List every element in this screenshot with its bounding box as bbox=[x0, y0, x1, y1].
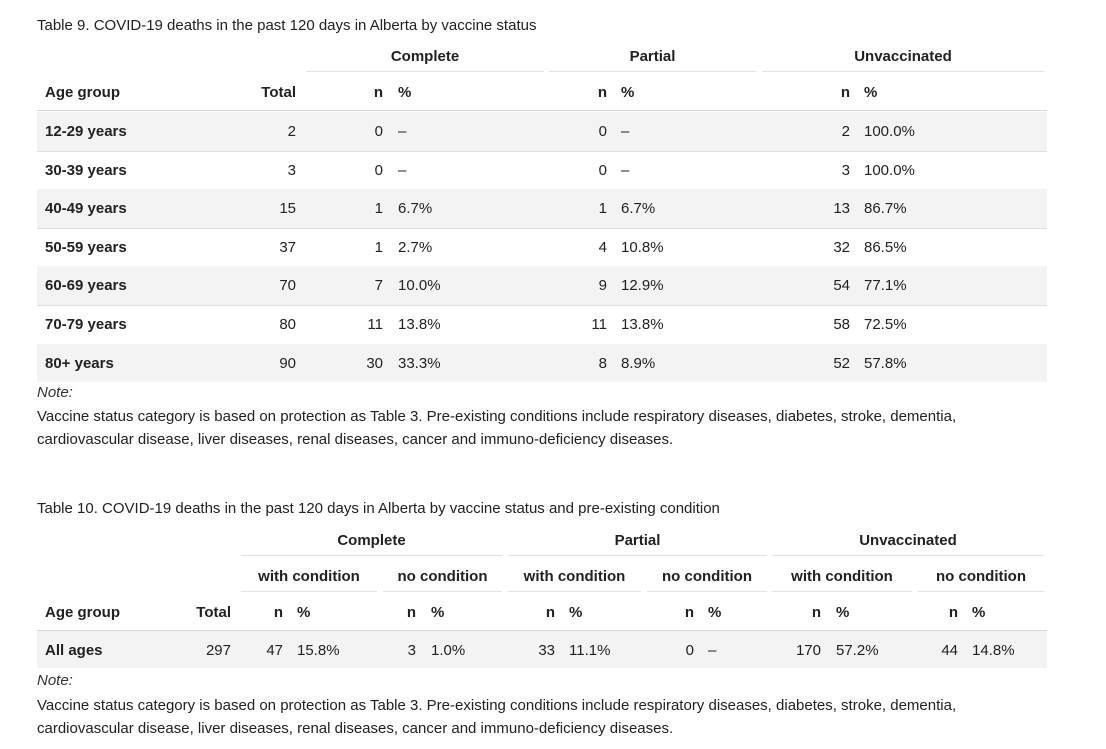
table10-n-cell-4: 170 bbox=[795, 642, 821, 659]
table10-total-cell: 297 bbox=[205, 642, 231, 659]
partial-n-cell: 4 bbox=[598, 239, 607, 256]
complete-pct-cell: – bbox=[398, 123, 407, 140]
total-cell: 37 bbox=[279, 239, 296, 256]
total-cell: 2 bbox=[287, 123, 296, 140]
partial-pct-cell: – bbox=[621, 123, 630, 140]
table10-header-n-4: n bbox=[811, 604, 821, 621]
table-row bbox=[37, 151, 1047, 190]
table10-sub-partial-with: with condition bbox=[508, 568, 641, 592]
total-cell: 70 bbox=[279, 277, 296, 294]
table10-group-complete: Complete bbox=[241, 532, 502, 556]
complete-n-cell: 7 bbox=[374, 277, 383, 294]
table10-sub-unvax-no: no condition bbox=[918, 568, 1044, 592]
table10-n-cell-5: 44 bbox=[941, 642, 958, 659]
table9-header-unvax-pct: % bbox=[864, 84, 878, 101]
table10-note-text: Vaccine status category is based on protection as Table 3. Pre-existing conditions include respiratory diseases, diabetes, stroke, dementia, cardiovascular disease, liver diseases, renal diseases, cancer and immuno-deficiency diseases. bbox=[37, 697, 957, 737]
complete-pct-cell: 6.7% bbox=[398, 200, 433, 217]
age-group-cell: 40-49 years bbox=[45, 200, 127, 217]
age-group-cell: 80+ years bbox=[45, 355, 114, 372]
unvaccinated-n-cell: 58 bbox=[833, 316, 850, 333]
table9-group-complete: Complete bbox=[306, 48, 544, 72]
table-row bbox=[37, 344, 1047, 382]
table-row bbox=[37, 631, 1047, 668]
table9-note-label: Note: bbox=[37, 384, 73, 401]
unvaccinated-pct-cell: 100.0% bbox=[864, 123, 915, 140]
table10-header-pct-2: % bbox=[569, 604, 583, 621]
table-row bbox=[37, 228, 1047, 267]
age-group-cell: 12-29 years bbox=[45, 123, 127, 140]
total-cell: 90 bbox=[279, 355, 296, 372]
table10-pct-cell-2: 11.1% bbox=[569, 642, 611, 659]
table9-header-total: Total bbox=[261, 84, 296, 101]
table10-header-n-0: n bbox=[273, 604, 283, 621]
partial-pct-cell: 10.8% bbox=[621, 239, 664, 256]
complete-pct-cell: 2.7% bbox=[398, 239, 433, 256]
table10-header-pct-0: % bbox=[297, 604, 311, 621]
table10-n-cell-1: 3 bbox=[407, 642, 416, 659]
table9-group-partial: Partial bbox=[549, 48, 756, 72]
table10-sub-complete-no: no condition bbox=[383, 568, 502, 592]
table10-n-cell-2: 33 bbox=[538, 642, 555, 659]
partial-n-cell: 0 bbox=[598, 123, 607, 140]
table10-note-label: Note: bbox=[37, 672, 73, 689]
table9-header-age-group: Age group bbox=[45, 84, 120, 101]
unvaccinated-pct-cell: 100.0% bbox=[864, 162, 915, 179]
table10-age-cell: All ages bbox=[45, 642, 103, 659]
unvaccinated-pct-cell: 57.8% bbox=[864, 355, 907, 372]
table10-n-cell-0: 47 bbox=[266, 642, 283, 659]
partial-pct-cell: 8.9% bbox=[621, 355, 656, 372]
table9-header-unvax-n: n bbox=[840, 84, 850, 101]
table10-pct-cell-1: 1.0% bbox=[431, 642, 466, 659]
table10-header-n-1: n bbox=[406, 604, 416, 621]
complete-pct-cell: 10.0% bbox=[398, 277, 441, 294]
unvaccinated-pct-cell: 86.7% bbox=[864, 200, 907, 217]
table9-header-partial-n: n bbox=[597, 84, 607, 101]
unvaccinated-pct-cell: 72.5% bbox=[864, 316, 907, 333]
unvaccinated-n-cell: 2 bbox=[841, 123, 850, 140]
table10-pct-cell-0: 15.8% bbox=[297, 642, 340, 659]
total-cell: 80 bbox=[279, 316, 296, 333]
age-group-cell: 30-39 years bbox=[45, 162, 127, 179]
table10-sub-unvax-with: with condition bbox=[772, 568, 912, 592]
table10-n-cell-3: 0 bbox=[685, 642, 694, 659]
total-cell: 15 bbox=[279, 200, 296, 217]
table10-sub-complete-with: with condition bbox=[241, 568, 377, 592]
table9-caption: Table 9. COVID-19 deaths in the past 120 days in Alberta by vaccine status bbox=[37, 17, 537, 34]
partial-n-cell: 1 bbox=[598, 200, 607, 217]
unvaccinated-n-cell: 3 bbox=[841, 162, 850, 179]
complete-n-cell: 1 bbox=[374, 239, 383, 256]
age-group-cell: 60-69 years bbox=[45, 277, 127, 294]
table-row bbox=[37, 112, 1047, 152]
complete-n-cell: 11 bbox=[367, 316, 383, 333]
table9-group-unvaccinated: Unvaccinated bbox=[762, 48, 1044, 72]
table10-header-pct-3: % bbox=[708, 604, 722, 621]
partial-pct-cell: – bbox=[621, 162, 630, 179]
unvaccinated-pct-cell: 77.1% bbox=[864, 277, 907, 294]
total-cell: 3 bbox=[287, 162, 296, 179]
table10-pct-cell-5: 14.8% bbox=[972, 642, 1015, 659]
unvaccinated-pct-cell: 86.5% bbox=[864, 239, 907, 256]
table10-header-pct-5: % bbox=[972, 604, 986, 621]
complete-pct-cell: – bbox=[398, 162, 407, 179]
table10-sub-partial-no: no condition bbox=[647, 568, 767, 592]
partial-n-cell: 11 bbox=[591, 316, 607, 333]
partial-n-cell: 8 bbox=[598, 355, 607, 372]
table10-header-age-group: Age group bbox=[45, 604, 120, 621]
table10-pct-cell-4: 57.2% bbox=[836, 642, 879, 659]
table-row bbox=[37, 189, 1047, 229]
age-group-cell: 70-79 years bbox=[45, 316, 127, 333]
complete-n-cell: 0 bbox=[374, 162, 383, 179]
age-group-cell: 50-59 years bbox=[45, 239, 127, 256]
complete-n-cell: 0 bbox=[374, 123, 383, 140]
table10-header-pct-1: % bbox=[431, 604, 445, 621]
table9-header-rule bbox=[37, 110, 1047, 111]
table-row bbox=[37, 266, 1047, 306]
unvaccinated-n-cell: 54 bbox=[833, 277, 850, 294]
unvaccinated-n-cell: 13 bbox=[833, 200, 850, 217]
table-row bbox=[37, 305, 1047, 345]
table10-group-partial: Partial bbox=[508, 532, 767, 556]
table10-group-unvaccinated: Unvaccinated bbox=[772, 532, 1044, 556]
partial-pct-cell: 12.9% bbox=[621, 277, 664, 294]
table9-header-partial-pct: % bbox=[621, 84, 635, 101]
complete-pct-cell: 33.3% bbox=[398, 355, 441, 372]
table10-header-n-3: n bbox=[684, 604, 694, 621]
partial-n-cell: 0 bbox=[598, 162, 607, 179]
table10-header-pct-4: % bbox=[836, 604, 850, 621]
unvaccinated-n-cell: 32 bbox=[833, 239, 850, 256]
unvaccinated-n-cell: 52 bbox=[833, 355, 850, 372]
table10-header-total: Total bbox=[196, 604, 231, 621]
table10-pct-cell-3: – bbox=[708, 642, 717, 659]
table9-header-complete-pct: % bbox=[398, 84, 412, 101]
table9-note-text: Vaccine status category is based on protection as Table 3. Pre-existing conditions include respiratory diseases, diabetes, stroke, dementia, cardiovascular disease, liver diseases, renal diseases, cancer and immuno-deficiency diseases. bbox=[37, 408, 957, 448]
table10-header-n-2: n bbox=[545, 604, 555, 621]
partial-pct-cell: 6.7% bbox=[621, 200, 656, 217]
partial-pct-cell: 13.8% bbox=[621, 316, 664, 333]
complete-n-cell: 30 bbox=[366, 355, 383, 372]
table9-header-complete-n: n bbox=[373, 84, 383, 101]
complete-pct-cell: 13.8% bbox=[398, 316, 441, 333]
partial-n-cell: 9 bbox=[598, 277, 607, 294]
table10-header-n-5: n bbox=[948, 604, 958, 621]
table10-caption: Table 10. COVID-19 deaths in the past 120 days in Alberta by vaccine status and pre-existing condition bbox=[37, 500, 720, 517]
complete-n-cell: 1 bbox=[374, 200, 383, 217]
